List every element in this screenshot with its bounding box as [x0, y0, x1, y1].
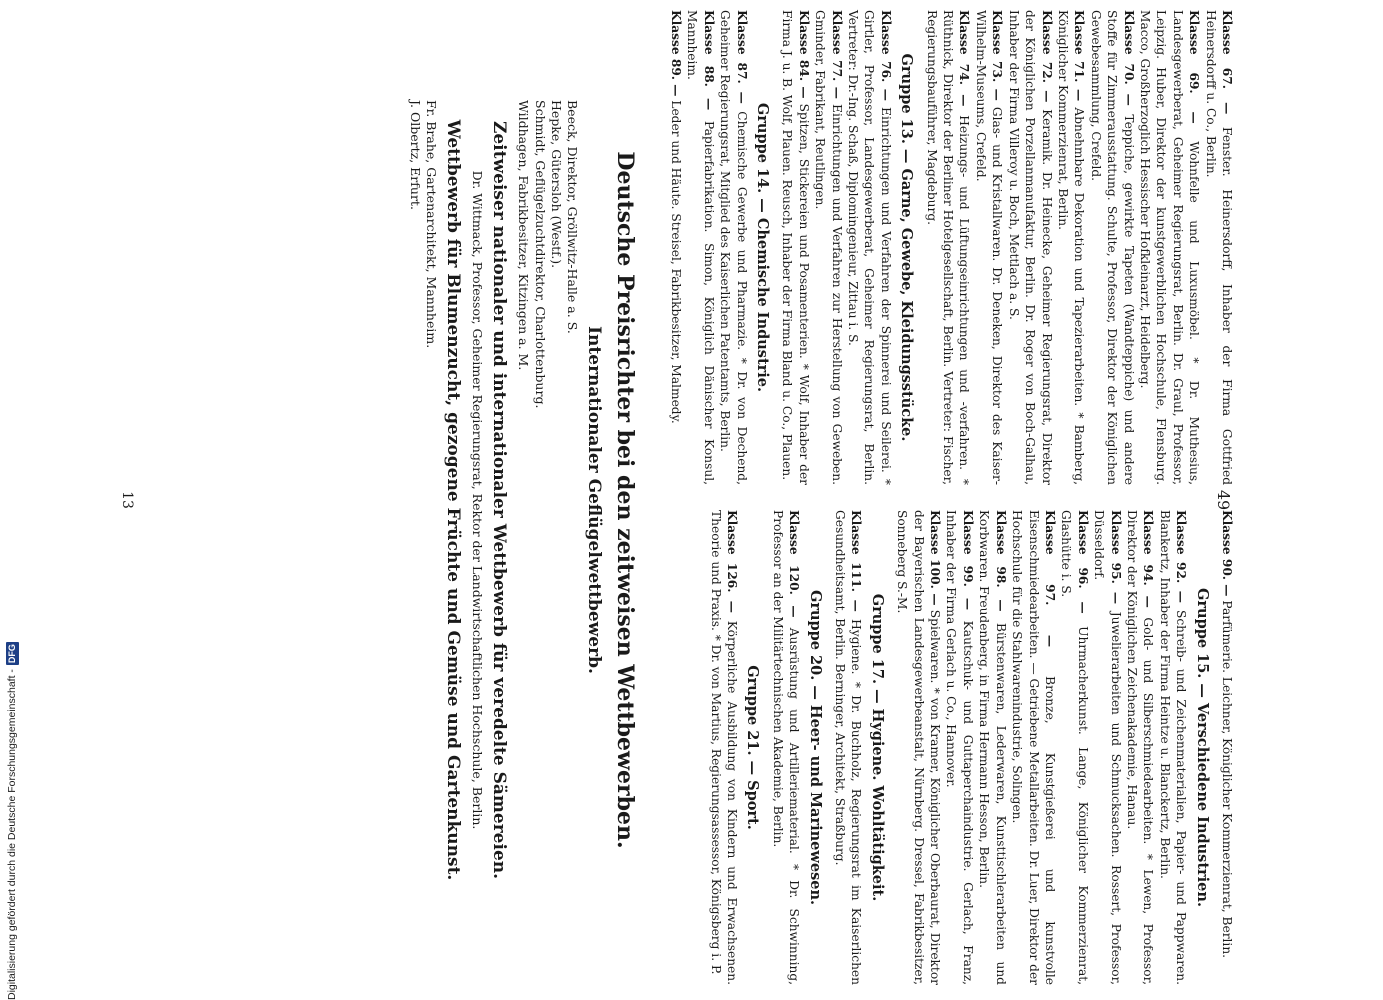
class-label: Klasse 70. — [1121, 10, 1136, 106]
class-text: Spielwaren. * von Kramer, Königlicher Oberbaurat, Direktor der Bayerischen Landesgewerbeanstalt, Nürnberg. Dressel, Fabrikbesitzer, Sonneberg S.-M. [895, 510, 943, 985]
class-entry [707, 510, 740, 985]
class-text: Hygiene. * Dr. Buchholz, Regierungsrat im Kaiserlichen Gesundheitsamt, Berlin. Berninger, Architekt, Straßburg. [833, 510, 864, 985]
group-heading: Gruppe 21. — Sport. [744, 665, 762, 830]
class-text: Teppiche, gewirkte Tapeten (Wandteppiche) und andere Stoffe für Zimmerausstattung. Schulte, Professor, Direktor der Königlichen Gewebesammlung, Crefeld. [1088, 10, 1136, 485]
digitization-credit [2, 605, 22, 1000]
class-entry [1156, 510, 1189, 985]
class-text: Leder und Häute. Streisel, Fabrikbesitzer, Malmedy. [669, 96, 683, 424]
class-label: Klasse 67. — [1220, 10, 1234, 115]
class-text: Spitzen, Stickereien und Posamenterien. * Wolf, Inhaber der Firma J. u. B. Wolf, Plauen. Reusch, Inhaber der Firma Bland u. Co., Plauen. [780, 10, 811, 485]
class-entry [1058, 510, 1091, 985]
class-text: Kautschuk- und Guttaperchaindustrie. Gerlach, Franz, Inhaber der Firma Gerlach u. Co., Hannover. [944, 510, 975, 985]
class-entry [976, 510, 1009, 985]
class-entry [717, 10, 750, 485]
class-label: Klasse 73. — [990, 10, 1005, 101]
rotated-page [45, 0, 1245, 1000]
left-column [668, 10, 1235, 485]
class-entry [923, 10, 972, 485]
names-seeds: Dr. Wittmack, Professor, Geheimer Regierungsrat, Rektor der Landwirtschaftlichen Hochschule, Berlin. [470, 170, 486, 830]
class-text: Abnehmbare Dekoration und Tapezierarbeiten. * Bamberg, Königlicher Kommerzienrat, Berlin. [1055, 10, 1087, 485]
class-text: Juwelierarbeiten und Schmucksachen. Rossert, Professor, Düsseldorf. [1092, 510, 1123, 985]
credit-text: Digitalisierung gefördert durch die Deutsche Forschungsgemeinschaft - [6, 669, 18, 1000]
class-entry [1219, 510, 1235, 985]
class-label: Klasse 126. — [725, 510, 740, 613]
class-entry [812, 10, 845, 485]
class-entry [973, 10, 1006, 485]
class-entry [1202, 10, 1235, 485]
class-entry [1137, 10, 1203, 485]
class-text: Bürstenwaren, Lederwaren, Kunsttischlerarbeiten und Korbwaren. Freudenberg, in Firma Hermann Hesson, Berlin. [977, 510, 1008, 985]
class-label: Klasse 92. — [1174, 510, 1189, 603]
class-label: Klasse 84. — [796, 10, 811, 99]
judge-name: Wildhagen, Fabrikbesitzer, Kitzingen a. M. [516, 100, 532, 371]
judge-name: Beeck, Direktor, Gröllwitz-Halle a. S. [565, 100, 580, 334]
class-entry [779, 10, 812, 485]
class-text: Körperliche Ausbildung von Kindern und Erwachsenen. Theorie und Praxis. * Dr. von Martius, Regierungsassessor, Königsberg i. P. [708, 510, 740, 985]
class-label: Klasse 72. — [1039, 10, 1054, 103]
class-entry [769, 510, 802, 985]
class-entry [668, 10, 684, 485]
names-list-poultry [515, 60, 580, 940]
judge-name: Fr. Brahe, Gartenarchitekt, Mannheim. [423, 100, 439, 349]
class-entry [832, 510, 865, 985]
section-title: Deutsche Preisrichter bei den zeitweisen Wettbewerben. [612, 151, 638, 849]
group-heading: Gruppe 13. — Garne, Gewebe, Kleidungsstücke. [898, 53, 916, 442]
group-heading: Gruppe 14. — Chemische Industrie. [754, 102, 772, 393]
class-entry [1005, 10, 1054, 485]
subsection-title-seeds: Zeitweiser nationaler und internationaler Wettbewerb für veredelte Sämereien. [489, 120, 510, 880]
class-label: Klasse 99. — [960, 510, 975, 611]
judge-name: Schmidt, Geflügelzuchtdirektor, Charlottenburg. [532, 100, 548, 409]
group-heading: Gruppe 20. — Heer- und Marinewesen. [806, 589, 824, 906]
names-list-flowers [407, 60, 439, 940]
class-text: Heizungs- und Lüftungseinrichtungen und -verfahren. * Rüthnick, Direktor der Berliner Hotelgesellschaft, Berlin. Vertreter: Fischer, Regierungsbauführer, Magdeburg. [924, 10, 972, 485]
class-label: Klasse 94. — [1141, 510, 1156, 608]
dfg-logo: DFG [6, 644, 17, 664]
class-text: Einrichtungen und Verfahren der Spinnerei und Seilerei. * Girtler, Professor, Landesgewerberat, Geheimer Regierungsrat, Berlin. Vertreter: Dr.-Ing. Schaß, Diplomingenieur, Zittau i. S. [846, 10, 893, 485]
class-label: Klasse 111. — [849, 510, 864, 612]
class-text: Fenster. Heinersdorff, Inhaber der Firma Gottfried Heinersdorff u. Co., Berlin. [1203, 10, 1234, 486]
subsection-title-flowers: Wettbewerb für Blumenzucht, gezogene Früchte und Gemüse und Gartenkunst. [442, 119, 463, 881]
class-entry [684, 10, 717, 485]
class-label: Klasse 96. — [1075, 510, 1090, 614]
class-text: Glas- und Kristallwaren. Dr. Deneken, Direktor des Kaiser-Wilhelm-Museums, Crefeld. [973, 10, 1005, 485]
class-entry [1009, 510, 1058, 985]
class-entry [894, 510, 943, 985]
judge-name: Hepke, Gütersloh (Westf.). [548, 100, 564, 269]
class-text: Bronze, Kunstgießerei und kunstvolle Eisenschmiedearbeiten. — Getriebene Metallarbeiten. Dr. Luer, Direktor der Hochschule für die Stahlwarenindustrie, Solingen. [1010, 510, 1057, 985]
class-label: Klasse 76. — [878, 10, 893, 101]
class-label: Klasse 98. — [993, 510, 1008, 612]
class-text: Schreib- und Zeichenmaterialien, Papier- und Pappwaren. Blankertz, Inhaber der Firma Heintze u. Blanckertz, Berlin. [1157, 510, 1189, 985]
class-label: Klasse 77. — [829, 10, 844, 99]
class-label: Klasse 97. — [1042, 510, 1057, 648]
page-number-bottom: 13 [119, 491, 135, 509]
group-heading: Gruppe 17. — Hygiene. Wohltätigkeit. [868, 593, 886, 902]
class-text: Uhrmacherkunst. Lange, Königlicher Kommerzienrat, Glashütte i. S. [1059, 510, 1090, 985]
class-label: Klasse 87. — [734, 10, 749, 104]
judge-name: J. Olbertz, Erfurt. [407, 100, 423, 210]
right-column [707, 510, 1235, 985]
class-entry [1124, 510, 1157, 985]
class-entry [845, 10, 894, 485]
class-entry [1055, 10, 1088, 485]
class-text: Einrichtungen und Verfahren zur Herstellung von Geweben. Gminder, Fabrikant, Reutlingen. [813, 10, 844, 485]
class-label: Klasse 90. — [1220, 510, 1234, 597]
class-label: Klasse 74. — [957, 10, 972, 107]
class-label: Klasse 95. — [1108, 510, 1123, 605]
class-entry [943, 510, 976, 985]
class-label: Klasse 120. — [787, 510, 802, 618]
class-text: Wohnfelle und Luxusmöbel. * Dr. Muthesius, Landesgewerberat, Geheimer Regierungsrat, Berlin. Dr. Graul, Professor, Leipzig. Huber, Direktor der kunstgewerblichen Hochschule, Flensburg. Macco, Großherzoglich Hessischer Hofkleinarzt, Heidelberg. [1137, 10, 1202, 485]
class-label: Klasse 89. — [669, 10, 683, 97]
class-text: Papierfabrikation. Simon, Königlich Dänischer Konsul, Mannheim. [685, 10, 716, 485]
class-label: Klasse 69. — [1187, 10, 1202, 124]
class-text: Chemische Gewerbe und Pharmazie. * Dr. von Dechend, Geheimer Regierungsrat, Mitglied des Kaiserlichen Patentamts, Berlin. [718, 10, 749, 485]
class-text: Parfümerie. Leichner, Königlicher Kommerzienrat, Berlin. [1220, 596, 1234, 959]
lower-section [407, 60, 638, 940]
class-text: Ausrüstung und Artilleriematerial. * Dr. Schwinning, Professor an der Militärtechnischen Akademie, Berlin. [770, 510, 802, 985]
class-entry [1091, 510, 1124, 985]
group-heading: Gruppe 15. — Verschiedene Industrien. [1193, 588, 1211, 907]
class-entry [1087, 10, 1136, 485]
subsection-title-poultry: Internationaler Geflügelwettbewerb. [584, 326, 604, 674]
page-number-top: 49 [1214, 489, 1233, 511]
class-label: Klasse 88. — [701, 10, 716, 111]
class-text: Keramik. Dr. Heinecke, Geheimer Regierungsrat, Direktor der Königlichen Porzellanmanufaktur, Berlin. Dr. Roger von Boch-Galhau, Inhaber der Firma Villeroy u. Boch, Mettlach a. S. [1006, 10, 1054, 485]
class-text: Gold- und Silberschmiedearbeiten. * Lewen, Professor, Direktor der Königlichen Zeichenakademie, Hanau. [1124, 510, 1156, 985]
class-label: Klasse 100. — [928, 510, 943, 606]
class-label: Klasse 71. — [1072, 10, 1087, 102]
